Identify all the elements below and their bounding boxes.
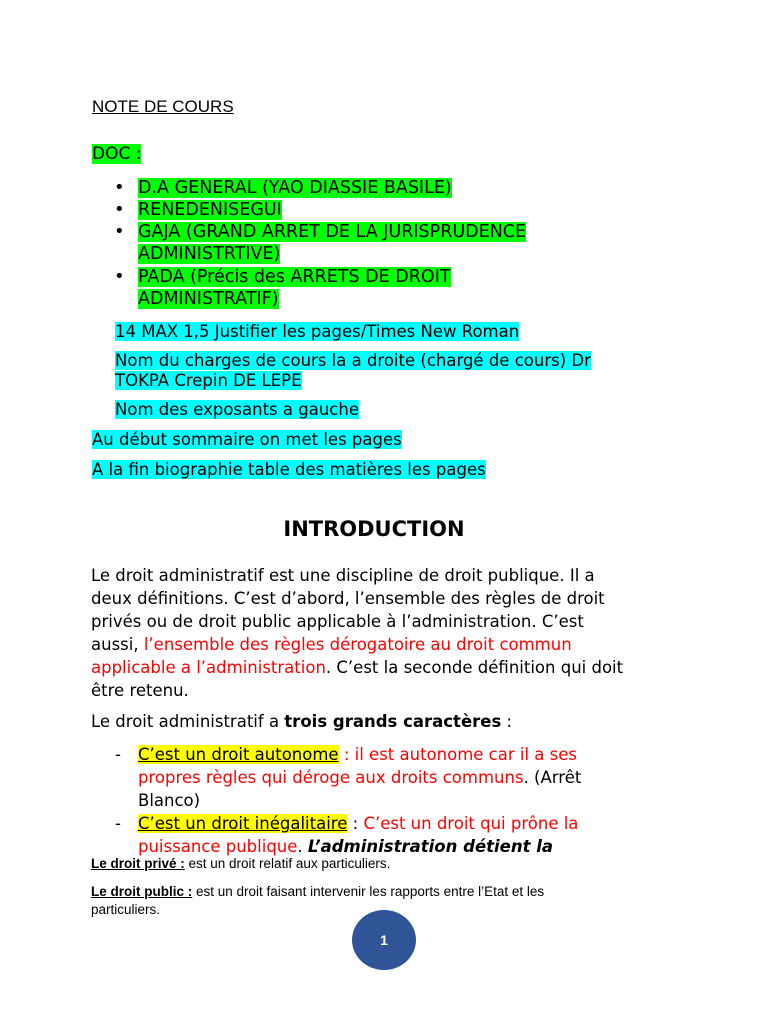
bullet-icon: • bbox=[114, 221, 125, 242]
characteristic-item bbox=[115, 812, 579, 858]
characteristic-red: : il est autonome car il a ses bbox=[338, 745, 577, 764]
note-format bbox=[115, 322, 519, 342]
characteristic-red: C’est un droit qui prône la bbox=[363, 814, 579, 833]
para-text: Le droit administratif a bbox=[91, 712, 285, 731]
bullet-icon: • bbox=[114, 199, 125, 220]
characteristic-red: puissance publique bbox=[138, 837, 298, 856]
definition-red: applicable a l’administration bbox=[91, 658, 326, 677]
bullet-item bbox=[114, 266, 451, 310]
characteristic-red: propres règles qui déroge aux droits communs bbox=[138, 768, 524, 787]
note-charges-line1: Nom du charges de cours la a droite (chargé de cours) Dr bbox=[115, 351, 591, 370]
para-line: privés ou de droit public applicable à l’administration. C’est bbox=[91, 612, 584, 631]
note-debut bbox=[92, 430, 402, 450]
footnote-text: est un droit relatif aux particuliers. bbox=[184, 856, 391, 871]
bullet-text: D.A GENERAL (YAO DIASSIE BASILE) bbox=[138, 178, 452, 198]
definition-red: l’ensemble des règles dérogatoire au droit commun bbox=[143, 635, 572, 654]
note-exposants bbox=[115, 400, 359, 420]
section-heading: INTRODUCTION bbox=[283, 517, 465, 541]
characteristic-item bbox=[115, 743, 582, 812]
bullet-text-cont: ADMINISTRTIVE) bbox=[138, 244, 281, 264]
doc-label bbox=[92, 144, 141, 164]
bullet-item bbox=[114, 199, 282, 221]
bullet-text-cont: ADMINISTRATIF) bbox=[138, 289, 279, 309]
characteristic-bold-italic: L’administration détient la bbox=[307, 837, 554, 856]
dash-icon: - bbox=[115, 745, 121, 764]
note-fin-text: A la fin biographie table des matières les pages bbox=[92, 460, 486, 479]
para-text: : bbox=[501, 712, 513, 731]
note-exposants-text: Nom des exposants a gauche bbox=[115, 400, 359, 419]
characteristic-text: . bbox=[297, 837, 308, 856]
footnote-label: Le droit privé : bbox=[91, 856, 185, 871]
bullet-item bbox=[114, 221, 527, 265]
note-charges bbox=[115, 351, 591, 391]
para-line: . C’est la seconde définition qui doit bbox=[325, 658, 624, 677]
footnote-text: est un droit faisant intervenir les rapports entre l’Etat et les bbox=[192, 884, 545, 899]
bullet-icon: • bbox=[114, 177, 125, 198]
note-fin bbox=[92, 460, 486, 480]
characteristic-text: Blanco) bbox=[138, 791, 201, 810]
para-line: deux définitions. C’est d’abord, l’ensemble des règles de droit bbox=[91, 589, 605, 608]
bullet-icon: • bbox=[114, 266, 125, 287]
footnote-prive bbox=[91, 855, 390, 873]
bullet-text: RENEDENISEGUI bbox=[138, 200, 282, 220]
bullet-item bbox=[114, 177, 452, 199]
doc-label-text: DOC : bbox=[92, 144, 142, 164]
page-number-badge: 1 bbox=[352, 910, 416, 970]
footnote-text: particuliers. bbox=[91, 902, 161, 917]
footnote-label: Le droit public : bbox=[91, 884, 193, 899]
intro-paragraph bbox=[91, 564, 623, 702]
note-debut-text: Au début sommaire on met les pages bbox=[92, 430, 402, 449]
footnote-public bbox=[91, 883, 544, 919]
characteristics-intro bbox=[91, 710, 512, 733]
bullet-text: PADA (Précis des ARRETS DE DROIT bbox=[138, 267, 451, 287]
note-title: NOTE DE COURS bbox=[92, 97, 234, 116]
characteristic-title: C’est un droit autonome bbox=[138, 745, 339, 764]
note-charges-line2: TOKPA Crepin DE LEPE bbox=[115, 371, 302, 390]
note-format-text: 14 MAX 1,5 Justifier les pages/Times New Roman bbox=[115, 322, 520, 341]
bullet-text: GAJA (GRAND ARRET DE LA JURISPRUDENCE bbox=[138, 222, 527, 242]
para-bold: trois grands caractères bbox=[284, 712, 502, 731]
characteristic-text: . (Arrêt bbox=[523, 768, 582, 787]
para-line: être retenu. bbox=[91, 681, 189, 700]
para-line: aussi, bbox=[91, 635, 144, 654]
para-line: Le droit administratif est une discipline de droit publique. Il a bbox=[91, 566, 595, 585]
characteristic-title: C’est un droit inégalitaire bbox=[138, 814, 348, 833]
characteristic-text: : bbox=[347, 814, 364, 833]
dash-icon: - bbox=[115, 814, 121, 833]
